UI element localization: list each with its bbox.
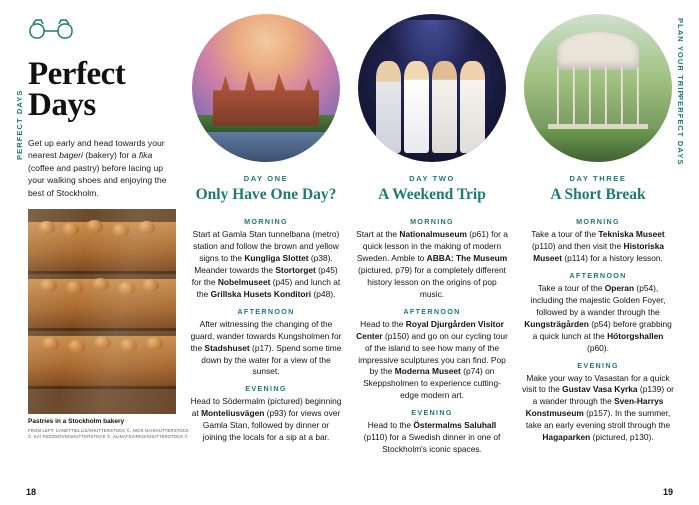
day-three-evening-text: Make your way to Vasastan for a quick visit to the Gustav Vasa Kyrka (p139) or a wander through the Sven-Harrys Konstmuseum (p157). In the summer, take an early evening stroll through the Hagaparken (pictured, p130).: [522, 372, 674, 443]
rail-label-plan-your-trip: PLAN YOUR TRIP: [676, 18, 685, 97]
day-one-label: DAY ONE: [243, 174, 289, 183]
day-one-evening-label: EVENING: [245, 384, 287, 394]
rail-label-perfect-days-right: PERFECT DAYS: [676, 95, 685, 166]
day-two-morning-label: MORNING: [410, 217, 454, 227]
day-one-morning-text: Start at Gamla Stan tunnelbana (metro) station and follow the brown and yellow signs to the Kungliga Slottet (p38). Meander towards the Stortorget (p45) for the Nobelmuseet (p45) and lunch at the Grillska Husets Konditori (p48).: [191, 229, 341, 299]
day-two-photo: [358, 14, 506, 162]
photo-credits: FROM LEFT: CANETTIELLIS/SHUTTERSTOCK ©, NICK NA/SHUTTERSTOCK ©, KAI FEDOSOVN/SHUTTERSTOCK ©, ALINATSVIRKO/SHUTTERSTOCK ©: [28, 428, 190, 439]
page-content: [22, 0, 677, 505]
binoculars-icon: [28, 18, 74, 40]
rail-label-perfect-days: PERFECT DAYS: [15, 89, 24, 160]
page-number-left: 18: [26, 487, 37, 497]
itinerary-column-day-one: [190, 14, 342, 456]
day-two-morning-text: Start at the Nationalmuseum (p61) for a quick lesson in the making of modern Sweden. Amble to ABBA: The Museum (pictured, p79) for a completely different history lesson on the origins of pop music.: [356, 229, 508, 299]
intro-paragraph: Get up early and head towards your nearest bageri (bakery) for a fika (coffee and pastry) before lacing up your walking shoes and enjoying the best of Stockholm.: [28, 138, 167, 198]
day-one-morning-label: MORNING: [244, 217, 288, 227]
day-three-heading: A Short Break: [550, 186, 646, 203]
page-title: Perfect Days: [28, 56, 126, 124]
bakery-photo: [28, 209, 176, 414]
day-two-evening-label: EVENING: [411, 408, 453, 418]
day-one-evening-text: Head to Södermalm (pictured) beginning at Monteliusvägen (p93) for views over Gamla Stan, followed by dinner or joining the locals for a sip at a bar.: [190, 396, 342, 443]
day-three-morning-text: Take a tour of the Tekniska Museet (p110) and then visit the Historiska Museet (p114) for a history lesson.: [531, 229, 665, 264]
day-two-heading: A Weekend Trip: [378, 186, 486, 203]
left-rail: [0, 0, 22, 505]
day-three-evening-label: EVENING: [577, 360, 619, 370]
day-one-afternoon-text: After witnessing the changing of the guard, wander towards Kungsholmen for the Stadshuset (p17). Spend some time down by the water for a view of the sunset.: [190, 318, 342, 377]
day-two-label: DAY TWO: [409, 174, 455, 183]
day-three-photo: [524, 14, 672, 162]
itinerary-columns: [190, 14, 674, 456]
day-one-photo: [192, 14, 340, 162]
day-three-label: DAY THREE: [569, 174, 627, 183]
day-one-heading: Only Have One Day?: [195, 186, 337, 203]
itinerary-column-day-two: [356, 14, 508, 456]
right-rail: [677, 0, 699, 505]
day-three-afternoon-text: Take a tour of the Operan (p54), including the majestic Golden Foyer, followed by a wander through the Kungsträgården (p54) before grabbing a quick lunch at the Hötorgshallen (p60).: [524, 283, 672, 353]
day-two-afternoon-text: Head to the Royal Djurgården Visitor Center (p150) and go on our cycling tour of the island to see how many of the impressive sculptures you can find. Pop by the Moderna Museet (p74) on Skeppsholmen to experience cutting-edge modern art.: [356, 318, 508, 401]
itinerary-column-day-three: [522, 14, 674, 456]
photo-caption: Pastries in a Stockholm bakery: [28, 418, 125, 426]
day-three-afternoon-label: AFTERNOON: [569, 271, 627, 281]
day-three-morning-label: MORNING: [576, 217, 620, 227]
page-number-right: 19: [662, 487, 673, 497]
day-two-afternoon-label: AFTERNOON: [403, 306, 461, 316]
intro-column: [28, 18, 190, 440]
day-one-afternoon-label: AFTERNOON: [237, 306, 295, 316]
day-two-evening-text: Head to the Östermalms Saluhall (p110) for a Swedish dinner in one of Stockholm's iconic spaces.: [363, 420, 501, 455]
